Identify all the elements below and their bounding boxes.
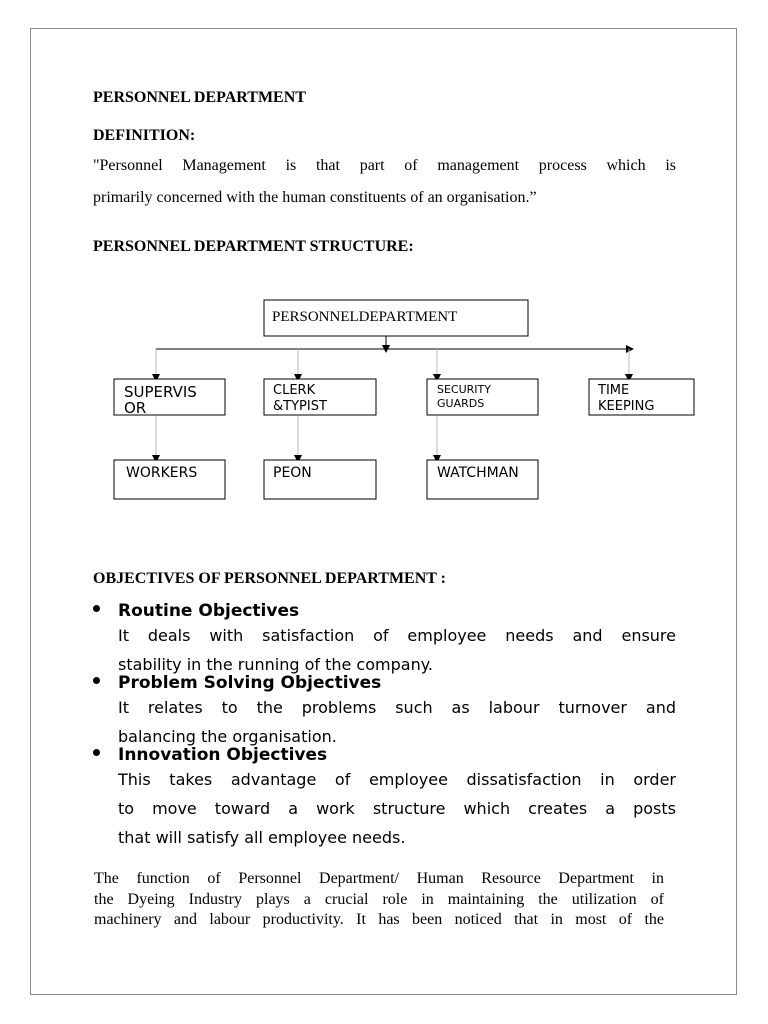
objective-body-line: to move toward a work structure which creates a posts	[118, 799, 676, 818]
chart-timekeeping-line2: KEEPING	[598, 399, 655, 414]
chart-security-line2: GUARDS	[437, 397, 485, 410]
objective-item-routine	[118, 601, 676, 679]
closing-line-3: machinery and labour productivity. It has been noticed that in most of the	[94, 911, 664, 928]
definition-heading: DEFINITION:	[93, 127, 196, 144]
chart-clerk-line2: &TYPIST	[273, 399, 327, 414]
objective-body-line: that will satisfy all employee needs.	[118, 828, 406, 847]
chart-supervisor-line1: SUPERVIS	[124, 383, 197, 401]
objective-title: Problem Solving Objectives	[118, 673, 382, 693]
objective-body-line: balancing the organisation.	[118, 727, 337, 746]
bullet-icon	[93, 677, 100, 684]
chart-peon-label: PEON	[273, 465, 312, 481]
structure-heading: PERSONNEL DEPARTMENT STRUCTURE:	[93, 238, 414, 255]
bullet-icon	[93, 605, 100, 612]
page-title: PERSONNEL DEPARTMENT	[93, 89, 306, 106]
objective-body-line: This takes advantage of employee dissatisfaction in order	[118, 770, 676, 789]
closing-line-1: The function of Personnel Department/ Human Resource Department in	[94, 870, 664, 887]
chart-supervisor-line2: OR	[124, 399, 147, 417]
definition-line-2: primarily concerned with the human constituents of an organisation.”	[93, 189, 537, 206]
chart-security-line1: SECURITY	[437, 383, 491, 396]
chart-timekeeping-line1: TIME	[598, 383, 630, 398]
objective-body-line: stability in the running of the company.	[118, 655, 433, 674]
closing-paragraph	[94, 869, 664, 931]
objective-item-innovation	[118, 745, 676, 852]
chart-clerk-line1: CLERK	[273, 383, 316, 398]
chart-workers-label: WORKERS	[126, 465, 198, 481]
objective-title: Innovation Objectives	[118, 745, 328, 765]
chart-root-label: PERSONNELDEPARTMENT	[272, 309, 458, 325]
closing-line-2: the Dyeing Industry plays a crucial role in maintaining the utilization of	[94, 890, 664, 908]
definition-line-1: "Personnel Management is that part of management process which is	[93, 157, 676, 174]
bullet-icon	[93, 749, 100, 756]
objective-title: Routine Objectives	[118, 601, 300, 621]
objective-item-problem-solving	[118, 673, 676, 751]
objective-body-line: It deals with satisfaction of employee needs and ensure	[118, 626, 676, 645]
objectives-list	[118, 601, 676, 852]
objective-body-line: It relates to the problems such as labour turnover and	[118, 698, 676, 717]
objectives-heading: OBJECTIVES OF PERSONNEL DEPARTMENT :	[93, 570, 446, 587]
chart-watchman-label: WATCHMAN	[437, 465, 519, 481]
